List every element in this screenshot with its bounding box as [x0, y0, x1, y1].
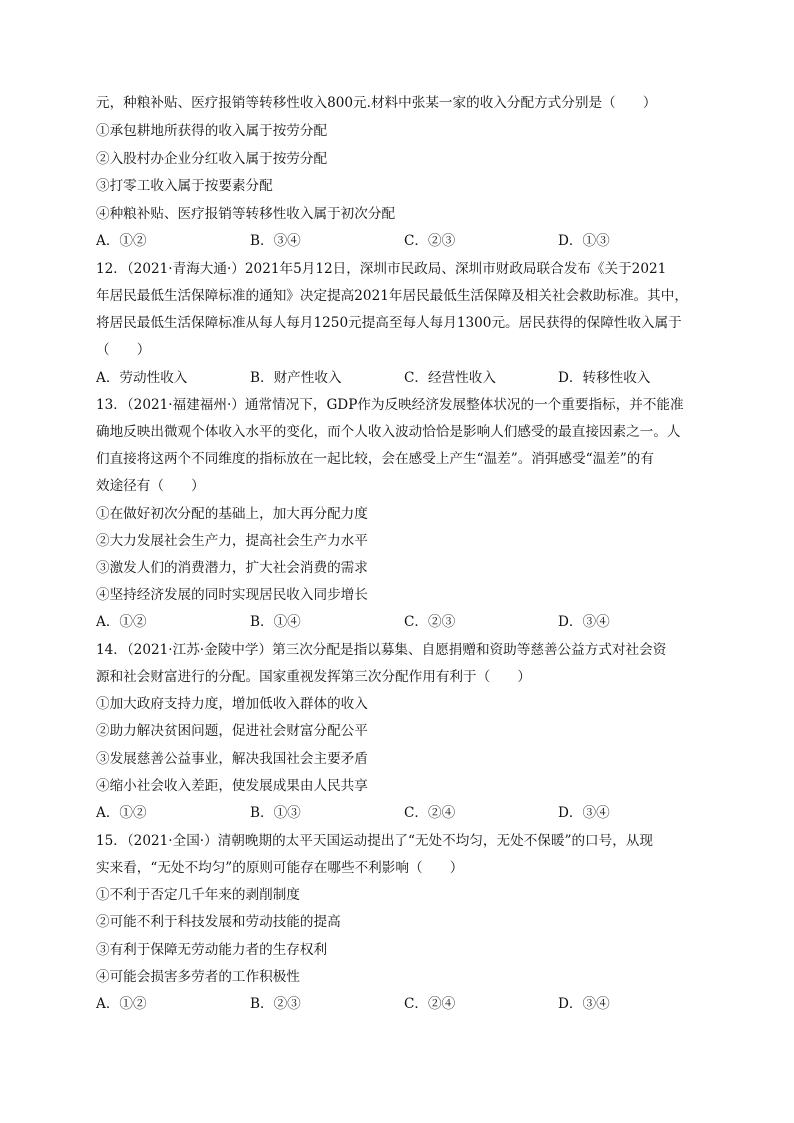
q15-item-4: ④可能会损害多劳者的工作积极性: [96, 969, 300, 985]
q12-stem-line-2: 年居民最低生活保障标准的通知》决定提高2021年居民最低生活保障及相关社会救助标准。其中，: [96, 288, 688, 304]
q14-option-b[interactable]: B．①③: [250, 805, 301, 821]
q12-stem-line-3: 将居民最低生活保障标准从每人每月1250元提高至每人每月1300元。居民获得的保障性收入属于: [96, 315, 682, 331]
q14-options: [96, 803, 716, 823]
q13-option-a[interactable]: A．①②: [96, 614, 147, 630]
q14-item-2: ②助力解决贫困问题，促进社会财富分配公平: [96, 723, 368, 739]
q14-stem-line-1: 14．（2021·江苏·金陵中学）第三次分配是指以募集、自愿捐赠和资助等慈善公益方式对社会资: [96, 642, 667, 658]
q12-stem-line-1: 12．（2021·青海大通·）2021年5月12日，深圳市民政局、深圳市财政局联合发布《关于2021: [96, 261, 667, 277]
q13-option-c[interactable]: C．②③: [404, 614, 456, 630]
q11-item-1: ①承包耕地所获得的收入属于按劳分配: [96, 123, 328, 139]
q14-item-3: ③发展慈善公益事业，解决我国社会主要矛盾: [96, 751, 368, 767]
q14-stem-line-2: 源和社会财富进行的分配。国家重视发挥第三次分配作用有利于（ ）: [96, 669, 531, 685]
q12-option-b[interactable]: B．财产性收入: [250, 370, 342, 386]
q12-option-d[interactable]: D．转移性收入: [558, 370, 651, 386]
q11-option-b[interactable]: B．③④: [250, 233, 301, 249]
q13-item-1: ①在做好初次分配的基础上，加大再分配力度: [96, 506, 368, 522]
q11-item-2: ②入股村办企业分红收入属于按劳分配: [96, 151, 328, 167]
q15-stem-line-1: 15．（2021·全国·）清朝晚期的太平天国运动提出了“无处不均匀，无处不保暖”的口号，从现: [96, 833, 654, 849]
q13-option-b[interactable]: B．①④: [250, 614, 301, 630]
q11-stem-tail: 元，种粮补贴、医疗报销等转移性收入800元.材料中张某一家的收入分配方式分别是（ ）: [96, 95, 657, 111]
q14-item-1: ①加大政府支持力度，增加低收入群体的收入: [96, 696, 368, 712]
q13-stem-line-1: 13．（2021·福建福州·）通常情况下，GDP作为反映经济发展整体状况的一个重要指标，并不能准: [96, 397, 684, 413]
q11-item-4: ④种粮补贴、医疗报销等转移性收入属于初次分配: [96, 206, 396, 222]
q13-item-2: ②大力发展社会生产力，提高社会生产力水平: [96, 533, 368, 549]
q15-option-d[interactable]: D．③④: [558, 996, 610, 1012]
q13-option-d[interactable]: D．③④: [558, 614, 610, 630]
q11-option-a[interactable]: A．①②: [96, 233, 147, 249]
q15-option-c[interactable]: C．②④: [404, 996, 456, 1012]
q13-item-3: ③激发人们的消费潜力，扩大社会消费的需求: [96, 560, 368, 576]
q13-item-4: ④坚持经济发展的同时实现居民收入同步增长: [96, 587, 368, 603]
q14-option-c[interactable]: C．②④: [404, 805, 456, 821]
q15-item-2: ②可能不利于科技发展和劳动技能的提高: [96, 914, 341, 930]
q15-option-a[interactable]: A．①②: [96, 996, 147, 1012]
q15-item-3: ③有利于保障无劳动能力者的生存权利: [96, 942, 328, 958]
q14-option-a[interactable]: A．①②: [96, 805, 147, 821]
q15-stem-line-2: 实来看，“无处不均匀”的原则可能存在哪些不利影响（ ）: [96, 860, 464, 876]
q15-options: [96, 994, 716, 1014]
q12-option-a[interactable]: A．劳动性收入: [96, 370, 188, 386]
q13-stem-line-3: 们直接将这两个不同维度的指标放在一起比较，会在感受上产生“温差”。消弭感受“温差”的有: [96, 451, 654, 467]
q12-option-c[interactable]: C．经营性收入: [404, 370, 496, 386]
q11-option-d[interactable]: D．①③: [558, 233, 610, 249]
q12-options: [96, 368, 716, 388]
q15-option-b[interactable]: B．②③: [250, 996, 301, 1012]
q13-options: [96, 612, 716, 632]
q14-item-4: ④缩小社会收入差距，使发展成果由人民共享: [96, 778, 368, 794]
q11-option-c[interactable]: C．②③: [404, 233, 456, 249]
q11-options: [96, 231, 716, 251]
q15-item-1: ①不利于否定几千年来的剥削制度: [96, 887, 300, 903]
q11-item-3: ③打零工收入属于按要素分配: [96, 178, 273, 194]
q14-option-d[interactable]: D．③④: [558, 805, 610, 821]
q13-stem-line-4: 效途径有（ ）: [96, 478, 205, 494]
q12-stem-line-4: （ ）: [96, 342, 151, 358]
q13-stem-line-2: 确地反映出微观个体收入水平的变化，而个人收入波动恰恰是影响人们感受的最直接因素之一。人: [96, 424, 681, 440]
